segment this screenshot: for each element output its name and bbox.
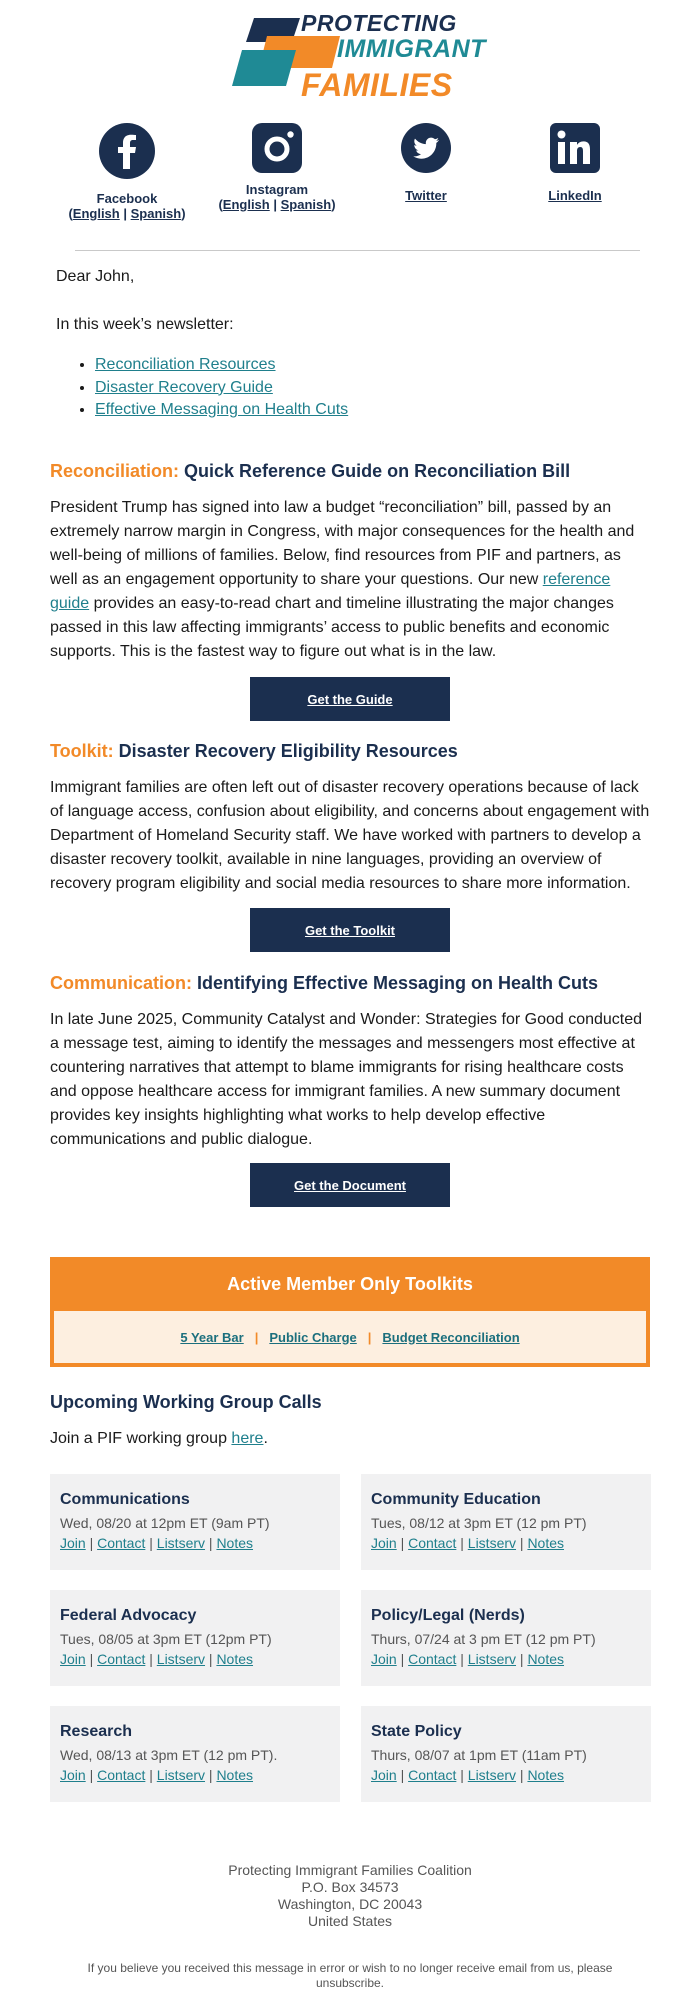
join-here-link[interactable]: here — [231, 1430, 264, 1447]
working-group-card — [50, 1706, 340, 1802]
working-group-name: Policy/Legal (Nerds) — [371, 1607, 525, 1624]
section-body: Immigrant families are often left out of disaster recovery operations because of lack of language access, confusion about eligibility, and concerns about engagement with Department of Homeland Security staff. We have worked with partners to develop a disaster recovery toolkit, available in nine languages, providing an overview of recovery program eligibility and social media resources to share more information. — [50, 779, 650, 892]
instagram-icon[interactable] — [252, 123, 302, 173]
toc-link-reconciliation[interactable]: Reconciliation Resources — [95, 356, 276, 373]
social-instagram — [212, 123, 342, 212]
footer-address-line: Washington, DC 20043 — [277, 1896, 423, 1912]
get-the-guide-button[interactable]: Get the Guide — [250, 677, 450, 721]
footer-country: United States — [307, 1913, 393, 1929]
member-toolkits-box — [50, 1257, 650, 1367]
working-group-links: Join | Contact | Listserv | Notes — [60, 1651, 254, 1667]
section-heading — [50, 460, 650, 482]
social-linkedin — [510, 123, 640, 203]
working-group-name: State Policy — [371, 1723, 462, 1740]
social-twitter — [361, 123, 491, 203]
section-tag: Reconciliation: — [50, 461, 180, 481]
footer-address-line: P.O. Box 34573 — [301, 1879, 399, 1895]
working-group-time: Tues, 08/12 at 3pm ET (12 pm PT) — [371, 1515, 587, 1531]
member-link-separator: | — [367, 1329, 372, 1345]
working-group-card — [361, 1474, 651, 1570]
section-title: Disaster Recovery Eligibility Resources — [113, 741, 458, 761]
working-group-time: Wed, 08/13 at 3pm ET (12 pm PT). — [60, 1747, 278, 1763]
working-group-time: Tues, 08/05 at 3pm ET (12pm PT) — [60, 1631, 272, 1647]
logo-line-families: FAMILIES — [301, 67, 453, 103]
divider — [75, 250, 640, 251]
facebook-spanish-link[interactable]: Spanish — [130, 206, 182, 221]
contact-link[interactable]: Contact — [97, 1767, 146, 1783]
listserv-link[interactable]: Listserv — [467, 1651, 517, 1667]
instagram-label: Instagram — [245, 182, 309, 197]
contact-link[interactable]: Contact — [97, 1651, 146, 1667]
footer-address — [0, 1862, 700, 1930]
section-tag: Communication: — [50, 973, 192, 993]
facebook-english-link[interactable]: English — [72, 206, 120, 221]
instagram-english-link[interactable]: English — [222, 197, 270, 212]
facebook-lang-separator: | — [123, 206, 127, 221]
get-the-toolkit-button[interactable]: Get the Toolkit — [250, 908, 450, 952]
instagram-lang-links: (English | Spanish) — [218, 197, 336, 212]
facebook-lang-links: (English | Spanish) — [68, 206, 186, 221]
section-communication — [50, 972, 650, 1152]
notes-link[interactable]: Notes — [527, 1651, 565, 1667]
toc-item — [95, 377, 348, 400]
member-toolkits-title: Active Member Only Toolkits — [227, 1273, 473, 1294]
toc-link-disaster-recovery[interactable]: Disaster Recovery Guide — [95, 378, 273, 396]
five-year-bar-link[interactable]: 5 Year Bar — [180, 1329, 244, 1345]
table-of-contents — [95, 354, 348, 422]
footer-org: Protecting Immigrant Families Coalition — [228, 1862, 472, 1878]
unsubscribe-notice[interactable]: If you believe you received this message in error or wish to no longer receive email from us, please unsubscribe. — [87, 1961, 613, 1990]
contact-link[interactable]: Contact — [408, 1767, 457, 1783]
notes-link[interactable]: Notes — [216, 1767, 254, 1783]
join-text: Join a PIF working group — [50, 1430, 232, 1447]
section-reconciliation — [50, 460, 650, 664]
facebook-icon[interactable] — [99, 123, 155, 179]
working-group-join-text — [50, 1430, 268, 1448]
twitter-link[interactable]: Twitter — [405, 188, 447, 203]
join-link[interactable]: Join — [60, 1767, 86, 1783]
instagram-lang-separator: | — [273, 197, 277, 212]
working-group-calls-heading: Upcoming Working Group Calls — [50, 1392, 322, 1412]
pif-logo[interactable] — [232, 6, 486, 104]
notes-link[interactable]: Notes — [527, 1535, 565, 1551]
working-group-time: Thurs, 07/24 at 3 pm ET (12 pm PT) — [371, 1631, 596, 1647]
public-charge-link[interactable]: Public Charge — [269, 1329, 357, 1345]
working-group-links: Join | Contact | Listserv | Notes — [60, 1535, 254, 1551]
linkedin-icon[interactable] — [550, 123, 600, 173]
join-text-end: . — [263, 1430, 268, 1447]
working-group-links: Join | Contact | Listserv | Notes — [371, 1651, 565, 1667]
section-body-text: provides an easy-to-read chart and timeline illustrating the major changes passed in this law affecting immigrants’ access to public benefits and economic supports. This is the fastest way to figure out what is in the law. — [50, 595, 614, 660]
working-group-card — [50, 1474, 340, 1570]
greeting: Dear John, — [56, 268, 135, 285]
section-heading — [50, 740, 650, 762]
working-group-name: Research — [60, 1723, 133, 1740]
join-link[interactable]: Join — [371, 1535, 397, 1551]
linkedin-link[interactable]: LinkedIn — [548, 188, 602, 203]
listserv-link[interactable]: Listserv — [156, 1651, 206, 1667]
toc-link-messaging[interactable]: Effective Messaging on Health Cuts — [95, 401, 349, 418]
working-group-card — [361, 1706, 651, 1802]
section-body-text: President Trump has signed into law a budget “reconciliation” bill, passed by an extremely narrow margin in Congress, with major consequences for the health and well-being of millions of families. Below, find resources from PIF and partners, as well as an engagement opportunity to share your questions. Our new — [50, 499, 635, 588]
listserv-link[interactable]: Listserv — [467, 1767, 517, 1783]
get-the-document-button[interactable]: Get the Document — [250, 1163, 450, 1207]
working-group-name: Federal Advocacy — [60, 1607, 197, 1624]
twitter-icon[interactable] — [401, 123, 451, 173]
notes-link[interactable]: Notes — [527, 1767, 565, 1783]
toc-item — [95, 354, 348, 377]
contact-link[interactable]: Contact — [408, 1651, 457, 1667]
social-links — [62, 123, 638, 233]
budget-reconciliation-link[interactable]: Budget Reconciliation — [382, 1329, 520, 1345]
notes-link[interactable]: Notes — [216, 1651, 254, 1667]
section-body — [50, 496, 650, 664]
working-group-links: Join | Contact | Listserv | Notes — [371, 1535, 565, 1551]
join-link[interactable]: Join — [60, 1651, 86, 1667]
join-link[interactable]: Join — [371, 1767, 397, 1783]
facebook-label: Facebook — [96, 191, 158, 206]
toc-item — [95, 399, 348, 422]
working-group-time: Thurs, 08/07 at 1pm ET (11am PT) — [371, 1747, 587, 1763]
join-link[interactable]: Join — [60, 1535, 86, 1551]
section-title: Quick Reference Guide on Reconciliation Bill — [179, 461, 571, 481]
working-group-time: Wed, 08/20 at 12pm ET (9am PT) — [60, 1515, 270, 1531]
working-group-links: Join | Contact | Listserv | Notes — [371, 1767, 565, 1783]
listserv-link[interactable]: Listserv — [156, 1535, 206, 1551]
listserv-link[interactable]: Listserv — [156, 1767, 206, 1783]
newsletter-intro: In this week’s newsletter: — [56, 316, 234, 333]
logo-line-immigrant: IMMIGRANT — [337, 35, 486, 63]
working-group-card — [361, 1590, 651, 1686]
logo-line-protecting: PROTECTING — [301, 10, 457, 36]
section-title: Identifying Effective Messaging on Health Cuts — [192, 973, 599, 993]
listserv-link[interactable]: Listserv — [467, 1535, 517, 1551]
contact-link[interactable]: Contact — [97, 1535, 146, 1551]
member-toolkits-links — [54, 1311, 646, 1363]
instagram-spanish-link[interactable]: Spanish — [280, 197, 332, 212]
section-toolkit — [50, 740, 650, 896]
reference-guide-link[interactable]: reference guide — [50, 571, 611, 612]
join-link[interactable]: Join — [371, 1651, 397, 1667]
working-group-links: Join | Contact | Listserv | Notes — [60, 1767, 254, 1783]
notes-link[interactable]: Notes — [216, 1535, 254, 1551]
section-tag: Toolkit: — [50, 741, 114, 761]
contact-link[interactable]: Contact — [408, 1535, 457, 1551]
working-group-card — [50, 1590, 340, 1686]
working-group-name: Community Education — [371, 1491, 541, 1508]
member-link-separator: | — [254, 1329, 259, 1345]
section-body: In late June 2025, Community Catalyst and Wonder: Strategies for Good conducted a message test, aiming to identify the messages and messengers most effective at countering narratives that attempt to blame immigrants for rising healthcare costs and oppose healthcare access for immigrant families. A new summary document provides key insights highlighting what works to help develop effective communications and public dialogue. — [50, 1011, 643, 1148]
working-group-name: Communications — [60, 1491, 190, 1508]
social-facebook — [62, 123, 192, 221]
section-heading — [50, 972, 650, 994]
